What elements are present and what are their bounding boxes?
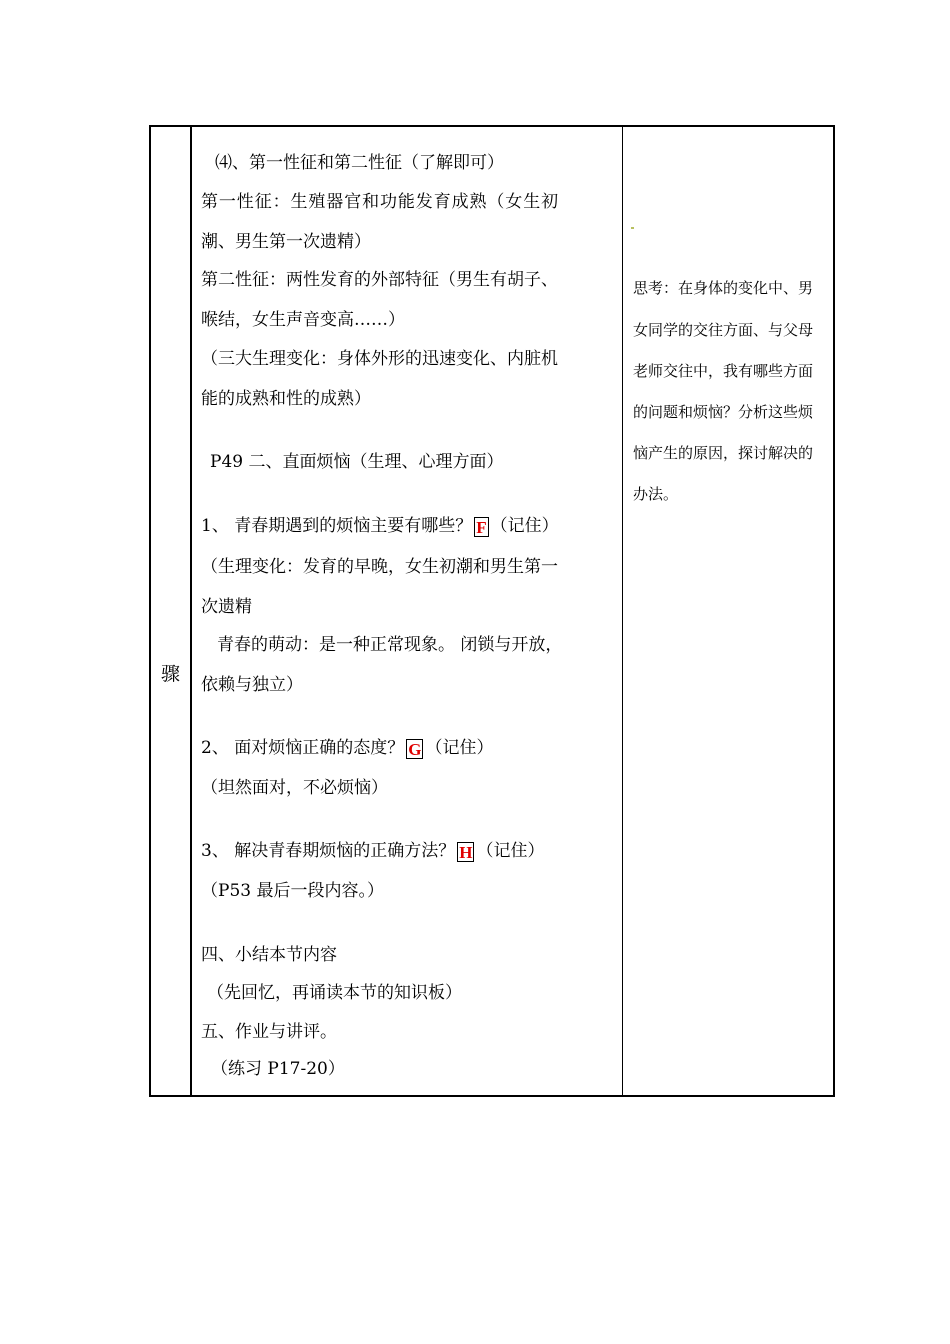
text-line: 次遗精 (201, 597, 252, 617)
text-line: 青春的萌动：是一种正常现象。 闭锁与开放， (217, 635, 563, 655)
side-line: 的问题和烦恼？分析这些烦 (633, 403, 814, 421)
answer-mark-f: F (476, 517, 487, 537)
question-suffix: （记住） (425, 738, 494, 758)
text-line: （坦然面对，不必烦恼） (201, 778, 388, 798)
text-line: 喉结，女生声音变高……） (201, 310, 405, 330)
text-line: （P53 最后一段内容。） (201, 881, 384, 901)
homework-heading: 五、作业与讲评。 (201, 1022, 337, 1042)
side-line: 恼产生的原因，探讨解决的 (633, 444, 814, 462)
side-line: 思考：在身体的变化中、男 (633, 279, 814, 297)
question-suffix: （记住） (476, 841, 545, 861)
text-line: 能的成熟和性的成熟） (201, 389, 371, 409)
marker-dot (631, 227, 634, 229)
text-line: 第二性征：两性发育的外部特征（男生有胡子、 (201, 270, 558, 290)
question-2 (201, 735, 493, 761)
question-text: 3、 解决青春期烦恼的正确方法？ (201, 841, 456, 861)
side-line: 老师交往中，我有哪些方面 (633, 362, 814, 380)
answer-mark-h: H (459, 842, 473, 862)
section-heading: P49 二、直面烦恼（生理、心理方面） (210, 452, 504, 472)
column-divider (622, 125, 623, 1097)
side-line: 女同学的交往方面、与父母 (633, 321, 814, 339)
text-line: （三大生理变化：身体外形的迅速变化、内脏机 (201, 349, 558, 369)
step-label: 骤 (160, 663, 180, 685)
column-divider (190, 125, 192, 1097)
text-line: （生理变化：发育的早晚，女生初潮和男生第一 (201, 557, 558, 577)
text-line: 依赖与独立） (201, 675, 303, 695)
summary-heading: 四、小结本节内容 (201, 945, 337, 965)
text-line: （先回忆，再诵读本节的知识板） (207, 983, 462, 1003)
question-1 (201, 513, 559, 539)
question-3 (201, 838, 544, 864)
answer-mark-g: G (408, 739, 422, 759)
side-line: 办法。 (633, 485, 679, 503)
heading-sex-characteristics: ⑷、第一性征和第二性征（了解即可） (215, 153, 504, 173)
text-line: （练习 P17-20） (211, 1059, 345, 1079)
question-text: 2、 面对烦恼正确的态度？ (201, 738, 405, 758)
question-suffix: （记住） (490, 516, 559, 536)
text-line: 第一性征：生殖器官和功能发育成熟（女生初 (201, 192, 559, 212)
question-text: 1、 青春期遇到的烦恼主要有哪些？ (201, 516, 473, 536)
text-line: 潮、男生第一次遗精） (201, 232, 371, 252)
